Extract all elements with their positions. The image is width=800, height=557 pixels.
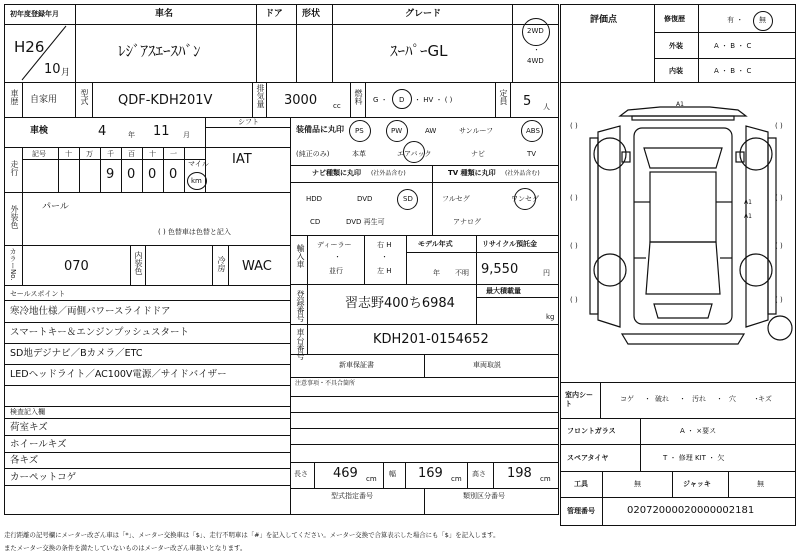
type-cert-label: 型式指定番号 [331,492,373,500]
mark-tr: ( ) [775,122,783,130]
length-value: 469 [333,466,358,481]
navi-dvd-play: DVD 再生可 [346,218,385,226]
fuel-d-circle [392,89,412,109]
mgmt-value: 02072000020000002181 [627,505,755,516]
seat-item-separator: ・ [716,395,723,403]
repair-label: 修復歴 [664,15,685,23]
exterior-color-note: ( ) 色替車は色替と記入 [158,228,231,236]
sales-point-line: LEDヘッドライト／AC100V電源／サイドバイザー [10,369,227,380]
equip-ps: PS [355,127,364,135]
repair-value: 有 ・ [727,16,744,24]
inspection-year-unit: 年 [128,131,135,139]
max-load-unit: kg [546,313,555,321]
inspector-line: 荷室キズ [10,422,48,433]
fuel-rest: ・ HV ・ ( ) [414,96,453,104]
equip-abs-circle [521,120,543,142]
drive-4wd: 4WD [527,57,544,65]
equip-sunroof: サンルーフ [459,127,494,135]
mark-mr: ( ) [775,194,783,202]
repair-none-circle [753,11,773,31]
damage-mark-side2: A1 [744,213,752,220]
import-parallel: 並行 [329,267,343,275]
first-reg-label: 初年度登録年月 [10,10,59,18]
fuel-label: 燃料 [354,89,363,105]
car-name-value: ﾚｼﾞｱｽｴｰｽﾊﾞﾝ [118,42,201,60]
exterior-color-label: 外装色 [10,205,19,229]
model-label: 型式 [80,89,89,105]
seat-item: 穴 [729,395,736,403]
navi-sub: (社外品含む) [371,170,406,177]
import-label: 輸入車 [296,244,305,268]
equip-leather: 本革 [352,150,366,158]
km-label: km [191,177,202,185]
ac-label: 冷房 [217,256,226,272]
equipment-label: 装備品に丸印 [296,125,344,134]
first-reg-month-unit: 月 [61,68,71,78]
new-car-cert: 新車保証書 [339,361,374,369]
navi-hdd: HDD [306,195,323,203]
shift-value: IAT [232,152,252,167]
seat-item: キズ [758,395,772,403]
tv-analog: アナログ [453,218,481,226]
navi-sd-circle [397,189,418,210]
vehicle-manual: 車両取説 [473,361,501,369]
mile-label: マイル [188,160,209,168]
capacity-value: 5 [523,94,532,109]
grade-label: グレード [405,9,442,19]
equip-navi: ナビ [471,150,485,158]
interior-value: A ・ B ・ C [714,67,752,75]
import-right: 右 H [377,241,392,249]
repair-none: 無 [759,16,766,24]
mark-bl2: ( ) [570,296,578,304]
equip-abs: ABS [526,127,540,135]
tools-label: 工具 [574,480,588,488]
equip-ps-circle [349,120,371,142]
fuel-g: G ・ [373,96,388,104]
odometer-digit: 0 [127,167,136,182]
first-reg-era: H26 [14,38,45,56]
mgmt-label: 管理番号 [567,507,595,515]
height-value: 198 [507,466,532,481]
navi-sd: SD [403,195,413,203]
inspection-label: 車検 [30,126,49,136]
odometer-place-label: 十 [149,150,156,158]
capacity-unit: 人 [543,103,550,111]
exterior-value: A ・ B ・ C [714,42,752,50]
seat-item-separator: ・ [753,395,760,403]
equip-aw: AW [425,127,437,135]
sales-label: セールスポイント [10,290,66,298]
recycle-label: リサイクル預託金 [482,240,538,248]
car-diagram [560,82,796,382]
max-load-label: 最大積載量 [486,287,521,295]
color-code-value: 070 [64,259,89,274]
first-reg-month: 10 [44,62,61,77]
odometer-place-label: 万 [86,150,93,158]
navi-label: ナビ種類に丸印 [312,169,361,177]
equip-pw-circle [386,120,408,142]
interior-color-label: 内装色 [134,251,143,275]
registration-value: 習志野400ち6984 [345,296,455,311]
inspection-month-unit: 月 [183,131,190,139]
shift-label: シフト [238,118,259,126]
displacement-unit: cc [333,102,341,110]
width-value: 169 [418,466,443,481]
mark-tl: ( ) [570,122,578,130]
import-dealer: ディーラー [317,241,352,249]
tv-fullseg: フルセグ [442,195,470,203]
length-label: 長さ [294,470,308,478]
mark-br2: ( ) [775,296,783,304]
door-label: ドア [265,9,283,19]
color-code-label: カラーNo. [9,248,17,281]
tv-label: TV 種類に丸印 [448,169,496,177]
tv-oneseg-circle [514,188,536,210]
sales-point-line: SD地デジナビ／Bカメラ／ETC [10,348,143,359]
seat-item-separator: ・ [644,395,651,403]
odometer-place-label: 一 [170,150,177,158]
recycle-unit: 円 [543,269,550,277]
height-unit: cm [540,475,551,483]
tv-sub: (社外品含む) [505,170,540,177]
use-label: 車歴 [10,89,19,105]
model-year-label: モデル年式 [418,240,453,248]
spare-value: T ・ 修理 KIT ・ 欠 [663,454,725,462]
mark-bl: ( ) [570,242,578,250]
glass-value: A ・ ×要ス [680,427,717,435]
glass-label: フロントガラス [567,427,616,435]
footer-line-1: 走行距離の記号欄にメーター改ざん車は「*」、メーター交換車は「$」、走行不明車は「#」を記入してください。メーター交換で合算表示した場合にも「$」を記入します。 [4,531,500,539]
seat-item-separator: ・ [679,395,686,403]
length-unit: cm [366,475,377,483]
import-left: 左 H [377,267,392,275]
model-year-value: 不明 [455,269,469,277]
spare-label: スペアタイヤ [567,454,609,462]
inspector-line: 各キズ [10,455,39,466]
width-unit: cm [451,475,462,483]
odometer-digit: 9 [106,167,115,182]
grade-value: ｽｰﾊﾟｰGL [390,42,448,60]
fuel-d: D [399,96,405,104]
inspector-line: ホイールキズ [10,438,67,450]
odometer-place-label: 千 [107,150,114,158]
navi-cd: CD [310,218,321,226]
mark-br: ( ) [775,242,783,250]
seat-item: 汚れ [692,395,706,403]
class-label: 類別区分番号 [463,492,505,500]
jack-value: 無 [757,480,764,488]
inspector-label: 検査記入欄 [10,408,45,416]
damage-mark-roof: A1 [676,101,684,108]
exterior-label: 外装 [669,42,683,50]
import-hand-dot: ・ [381,253,388,261]
equipment-sub: (純正のみ) [296,150,330,158]
equip-tv: TV [527,150,537,158]
mark-ml: ( ) [570,194,578,202]
odometer-digit: 0 [169,167,178,182]
sales-point-line: スマートキー＆エンジンプッシュスタート [10,327,189,338]
odometer-place-label: 百 [128,150,135,158]
ac-value: WAC [242,259,272,274]
equip-pw: PW [391,127,403,135]
inspector-line: カーペットコゲ [10,471,77,483]
odometer-digit: 0 [148,167,157,182]
seat-label: 室内シート [565,391,593,409]
sales-point-line: 寒冷地仕様／両側パワースライドドア [10,306,171,317]
car-name-label: 車名 [155,9,174,19]
chassis-value: KDH201-0154652 [373,332,489,347]
equip-airbag-circle [403,141,425,163]
registration-label: 登録番号 [296,290,305,322]
damage-mark-side1: A1 [744,199,752,206]
rating-label: 評価点 [590,15,618,25]
footer-line-2: またメーター交換の条件を満たしていないものはメーター改ざん車扱いとなります。 [4,544,247,552]
width-label: 幅 [389,470,396,478]
drive-2wd: 2WD [527,27,544,35]
odometer-label: 走行 [10,160,19,176]
chassis-label: 車台番号 [296,328,305,360]
odometer-symbol-label: 記号 [32,150,46,158]
model-value: QDF-KDH201V [118,93,213,108]
tv-oneseg: ワンセグ [511,195,539,203]
interior-label: 内装 [669,67,683,75]
navi-dvd: DVD [357,195,373,203]
jack-label: ジャッキ [683,480,711,488]
displacement-value: 3000 [284,93,318,108]
import-dot: ・ [334,253,341,261]
seat-item: 破れ [655,395,669,403]
inspection-month: 11 [153,124,170,139]
notes-label: 注意事項・不具合箇所 [295,380,356,387]
displacement-label: 排気量 [256,84,265,108]
shape-label: 形状 [302,9,321,19]
seat-item: コゲ [620,395,634,403]
model-year-year: 年 [433,269,440,277]
odometer-place-label: 十 [65,150,72,158]
use-value: 自家用 [30,95,58,105]
equip-airbag: エアバック [397,150,432,158]
capacity-label: 定員 [499,89,508,105]
tools-value: 無 [634,480,641,488]
height-label: 高さ [472,470,486,478]
drive-dot: ・ [533,46,540,54]
exterior-color-value: パール [42,202,69,212]
inspection-year: 4 [98,124,107,139]
recycle-value: 9,550 [481,262,519,277]
